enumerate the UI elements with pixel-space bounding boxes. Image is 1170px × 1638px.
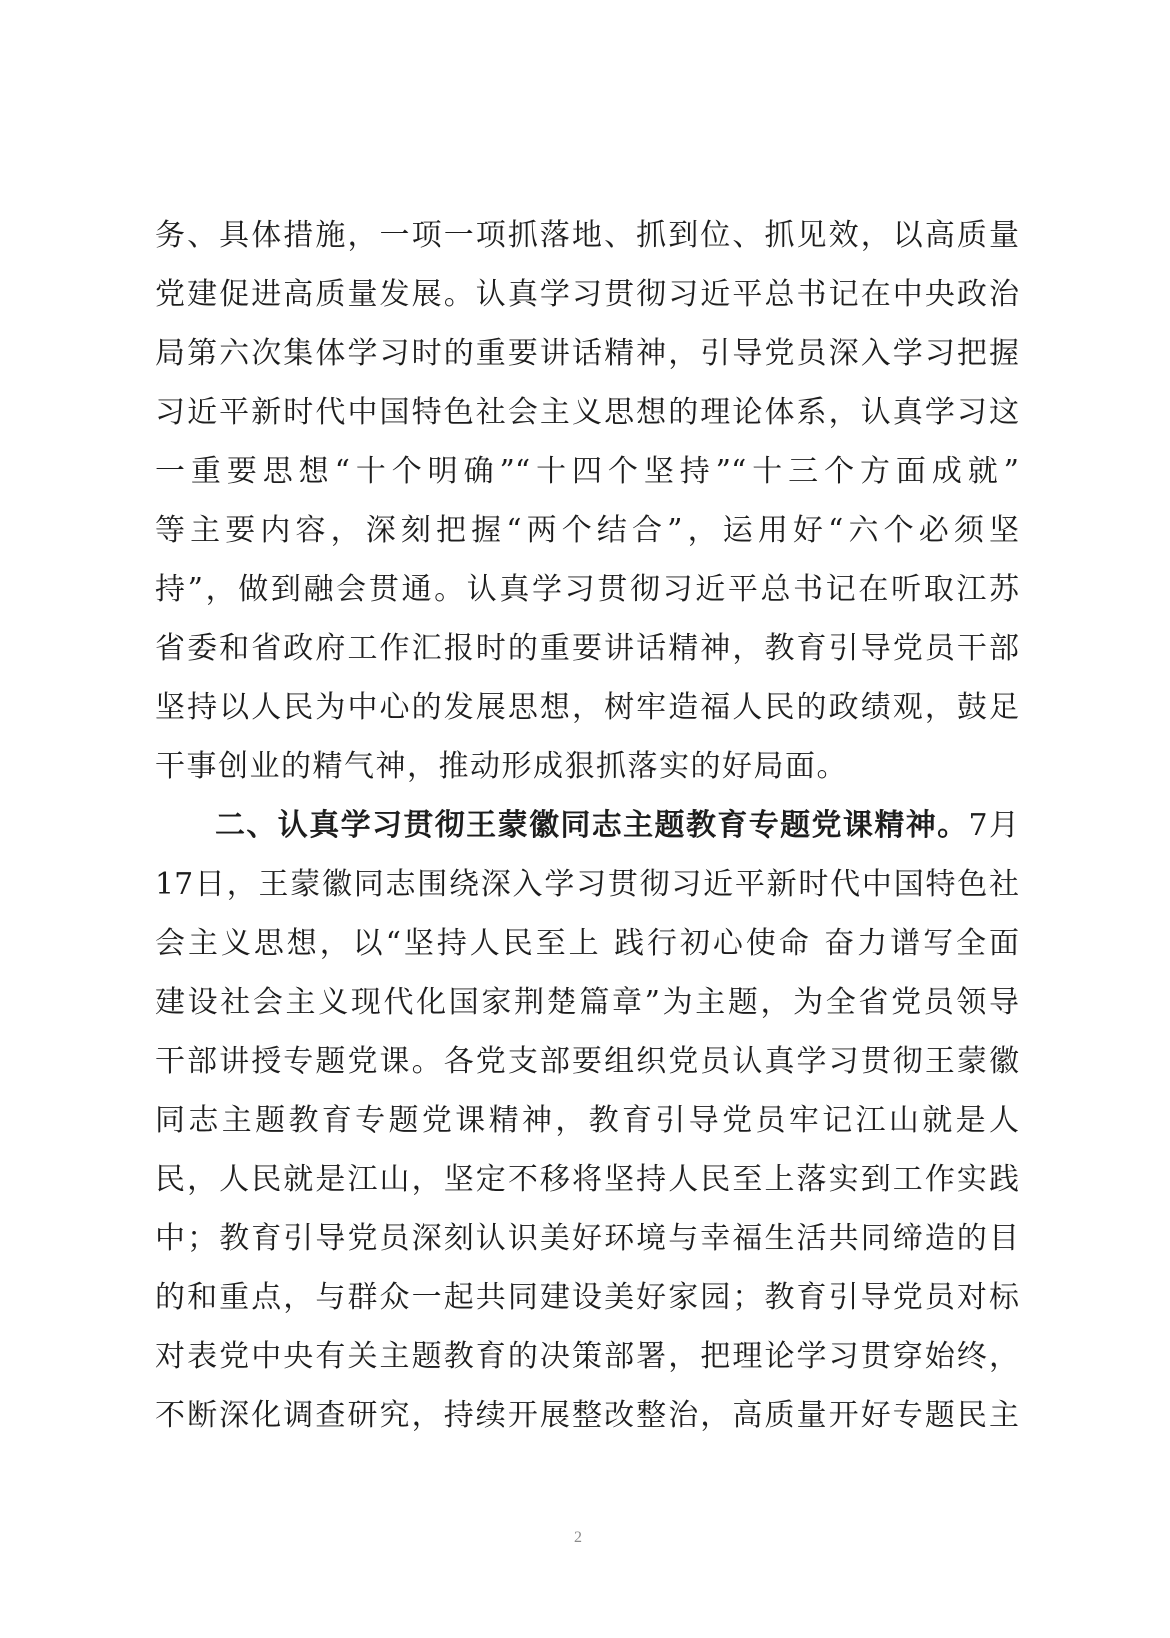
text-line: 中；教育引导党员深刻认识美好环境与幸福生活共同缔造的目 (155, 1221, 1019, 1256)
text-line: 局第六次集体学习时的重要讲话精神，引导党员深入学习把握 (155, 336, 1019, 371)
text-line: 建设社会主义现代化国家荆楚篇章”为主题，为全省党员领导 (155, 985, 1019, 1020)
text-line: 会主义思想，以“坚持人民至上 践行初心使命 奋力谱写全面 (155, 926, 1019, 961)
page-number: 2 (574, 1529, 582, 1546)
text-line: 习近平新时代中国特色社会主义思想的理论体系，认真学习这 (155, 395, 1019, 430)
text-line: 同志主题教育专题党课精神，教育引导党员牢记江山就是人 (155, 1103, 1019, 1138)
section-heading: 二、认真学习贯彻王蒙徽同志主题教育专题党课精神。 (215, 808, 969, 843)
text-line: 民，人民就是江山，坚定不移将坚持人民至上落实到工作实践 (155, 1162, 1019, 1197)
text-line: 党建促进高质量发展。认真学习贯彻习近平总书记在中央政治 (155, 277, 1019, 312)
text-line: 17日，王蒙徽同志围绕深入学习贯彻习近平新时代中国特色社 (155, 867, 1019, 902)
text-line: 等主要内容，深刻把握“两个结合”，运用好“六个必须坚 (155, 513, 1019, 548)
text-line: 干事创业的精气神，推动形成狠抓落实的好局面。 (155, 749, 848, 784)
text-line: 对表党中央有关主题教育的决策部署，把理论学习贯穿始终， (155, 1339, 1019, 1374)
text-line: 省委和省政府工作汇报时的重要讲话精神，教育引导党员干部 (155, 631, 1019, 666)
text-line: 一重要思想“十个明确”“十四个坚持”“十三个方面成就” (155, 454, 1019, 489)
body-text (155, 206, 1019, 1445)
text-line: 的和重点，与群众一起共同建设美好家园；教育引导党员对标 (155, 1280, 1019, 1315)
text-line: 不断深化调查研究，持续开展整改整治，高质量开好专题民主 (155, 1398, 1019, 1433)
text-line: 坚持以人民为中心的发展思想，树牢造福人民的政绩观，鼓足 (155, 690, 1019, 725)
text-line: 务、具体措施，一项一项抓落地、抓到位、抓见效，以高质量 (155, 218, 1019, 253)
text-line: 持”，做到融会贯通。认真学习贯彻习近平总书记在听取江苏 (155, 572, 1019, 607)
heading-trailing-text: 7月 (968, 808, 1019, 843)
section-heading-line (155, 796, 1019, 855)
text-line: 干部讲授专题党课。各党支部要组织党员认真学习贯彻王蒙徽 (155, 1044, 1019, 1079)
